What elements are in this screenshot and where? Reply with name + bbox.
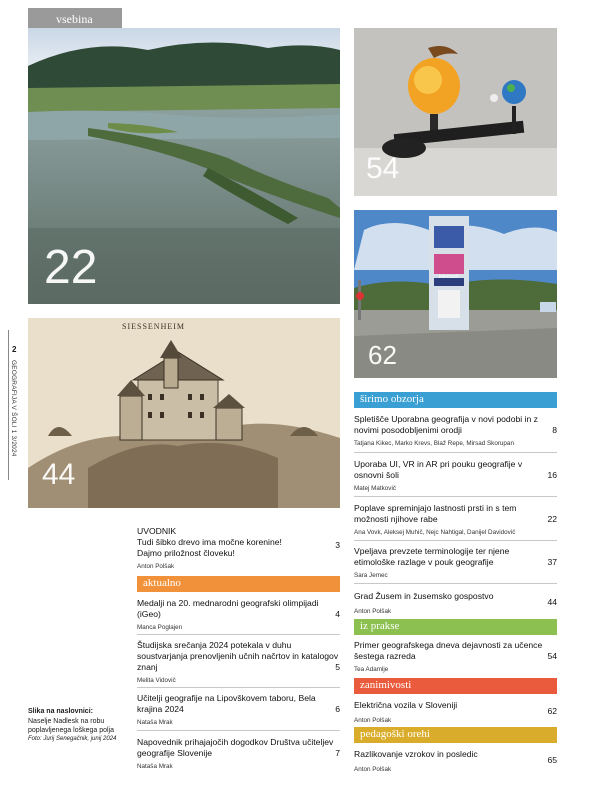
photo-charging-station bbox=[354, 210, 557, 378]
toc-entry-page: 44 bbox=[547, 597, 557, 607]
photo-page-number-54: 54 bbox=[366, 152, 400, 185]
toc-entry-poplave[interactable] bbox=[354, 503, 557, 537]
toc-entry-author: Tea Adamlje bbox=[354, 666, 389, 673]
toc-entry-author: Anton Polšak bbox=[354, 608, 392, 615]
toc-entry-author: Sara Jemec bbox=[354, 572, 388, 579]
toc-entry-uvodnik[interactable] bbox=[137, 526, 340, 571]
toc-entry-elektricna-vozila[interactable] bbox=[354, 700, 557, 725]
toc-entry-author: Tatjana Kikec, Marko Krevs, Blaž Repe, Mirsad Skorupan bbox=[354, 440, 514, 447]
toc-entry-page: 16 bbox=[547, 470, 557, 480]
toc-entry-igeo[interactable] bbox=[137, 598, 340, 632]
toc-entry-page: 62 bbox=[547, 706, 557, 716]
toc-entry-page: 22 bbox=[547, 514, 557, 524]
toc-entry-studijska[interactable] bbox=[137, 640, 340, 685]
toc-entry-title: Napovednik prihajajočih dogodkov Društva učiteljev geografije Slovenije bbox=[137, 737, 334, 758]
photo-castle-engraving bbox=[28, 318, 340, 508]
divider bbox=[137, 730, 340, 731]
photo-page-number-44: 44 bbox=[42, 458, 76, 491]
divider bbox=[354, 583, 557, 584]
toc-entry-grad-zusem[interactable] bbox=[354, 591, 557, 616]
toc-entry-author: Nataša Mrak bbox=[137, 719, 173, 726]
toc-entry-page: 8 bbox=[552, 425, 557, 435]
toc-entry-title: UVODNIK Tudi šibko drevo ima močne korenine! Dajmo priložnost človeku! bbox=[137, 526, 282, 558]
toc-entry-page: 4 bbox=[335, 609, 340, 619]
toc-entry-page: 65 bbox=[547, 755, 557, 765]
photo-page-number-62: 62 bbox=[368, 340, 397, 370]
section-bar-pedagoski-orehi: pedagoški orehi bbox=[354, 727, 557, 743]
toc-entry-author: Manca Poglajen bbox=[137, 624, 183, 631]
toc-entry-page: 7 bbox=[335, 748, 340, 758]
vertical-divider bbox=[8, 330, 9, 480]
toc-entry-title: Vpeljava prevzete terminologije ter njene etimološke razlage v pouk geografije bbox=[354, 546, 510, 567]
divider bbox=[137, 687, 340, 688]
telemach-sign: telemach bbox=[438, 274, 460, 280]
toc-entry-author: Ana Vovk, Aleksej Muhič, Nejc Nahtigal, Danijel Davidovič bbox=[354, 529, 516, 536]
toc-entry-lipovsek[interactable] bbox=[137, 693, 340, 727]
cover-note-heading: Slika na naslovnici: bbox=[28, 708, 93, 715]
cover-note-credit: Foto: Jurij Senegačnik, junij 2024 bbox=[28, 736, 117, 742]
toc-entry-title: Poplave spreminjajo lastnosti prsti in s tem možnosti njihove rabe bbox=[354, 503, 517, 524]
divider bbox=[137, 634, 340, 635]
toc-entry-title: Električna vozila v Sloveniji bbox=[354, 700, 458, 710]
toc-entry-page: 37 bbox=[547, 557, 557, 567]
section-tag-vsebina: vsebina bbox=[28, 8, 122, 31]
cover-note-text: Naselje Nadlesk na robu poplavljenega loškega polja bbox=[28, 718, 115, 734]
toc-entry-title: Spletišče Uporabna geografija v novi podobi in z novimi posodobljenimi orodji bbox=[354, 414, 538, 435]
toc-entry-title: Primer geografskega dneva dejavnosti za učence šestega razreda bbox=[354, 640, 543, 661]
toc-entry-author: Matej Matkovič bbox=[354, 485, 396, 492]
toc-entry-author: Anton Polšak bbox=[354, 766, 392, 773]
toc-entry-spletisce[interactable] bbox=[354, 414, 557, 448]
toc-entry-title: Grad Žusem in žusemsko gospostvo bbox=[354, 591, 494, 601]
toc-entry-page: 6 bbox=[335, 704, 340, 714]
divider bbox=[354, 540, 557, 541]
photo-orrery bbox=[354, 28, 557, 196]
toc-entry-title: Učitelji geografije na Lipovškovem taboru, Bela krajina 2024 bbox=[137, 693, 316, 714]
section-bar-aktualno: aktualno bbox=[137, 576, 340, 592]
section-bar-sirimo-obzorja: širimo obzorja bbox=[354, 392, 557, 408]
engraving-caption: SIESSENHEIM bbox=[122, 322, 186, 331]
toc-entry-title: Uporaba UI, VR in AR pri pouku geografije v osnovni šoli bbox=[354, 459, 523, 480]
toc-entry-ui-vr-ar[interactable] bbox=[354, 459, 557, 493]
divider bbox=[354, 496, 557, 497]
toc-entry-title: Razlikovanje vzrokov in posledic bbox=[354, 749, 478, 759]
toc-entry-terminologija[interactable] bbox=[354, 546, 557, 580]
toc-entry-title: Študijska srečanja 2024 potekala v duhu soustvarjanja prenovljenih učnih načrtov in katalogov znanj bbox=[137, 640, 339, 672]
running-head: GEOGRAFIJA V ŠOLI 1 3/2024 bbox=[10, 360, 17, 457]
toc-entry-author: Melita Vidovič bbox=[137, 677, 176, 684]
toc-entry-napovednik[interactable] bbox=[137, 737, 340, 771]
toc-entry-author: Anton Polšak bbox=[137, 563, 175, 570]
toc-entry-author: Nataša Mrak bbox=[137, 763, 173, 770]
toc-entry-page: 54 bbox=[547, 651, 557, 661]
section-bar-iz-prakse: iz prakse bbox=[354, 619, 557, 635]
toc-entry-geografski-dan[interactable] bbox=[354, 640, 557, 674]
photo-page-number-22: 22 bbox=[44, 241, 98, 294]
toc-entry-page: 3 bbox=[335, 540, 340, 550]
toc-entry-title: Medalji na 20. mednarodni geografski olimpijadi (iGeo) bbox=[137, 598, 319, 619]
toc-entry-author: Anton Polšak bbox=[354, 717, 392, 724]
toc-entry-vzroki-posledice[interactable] bbox=[354, 749, 557, 774]
toc-entry-page: 5 bbox=[335, 662, 340, 672]
page-number: 2 bbox=[12, 345, 17, 354]
divider bbox=[354, 452, 557, 453]
photo-flooded-landscape bbox=[28, 28, 340, 304]
cover-note bbox=[28, 708, 128, 743]
section-bar-zanimivosti: zanimivosti bbox=[354, 678, 557, 694]
